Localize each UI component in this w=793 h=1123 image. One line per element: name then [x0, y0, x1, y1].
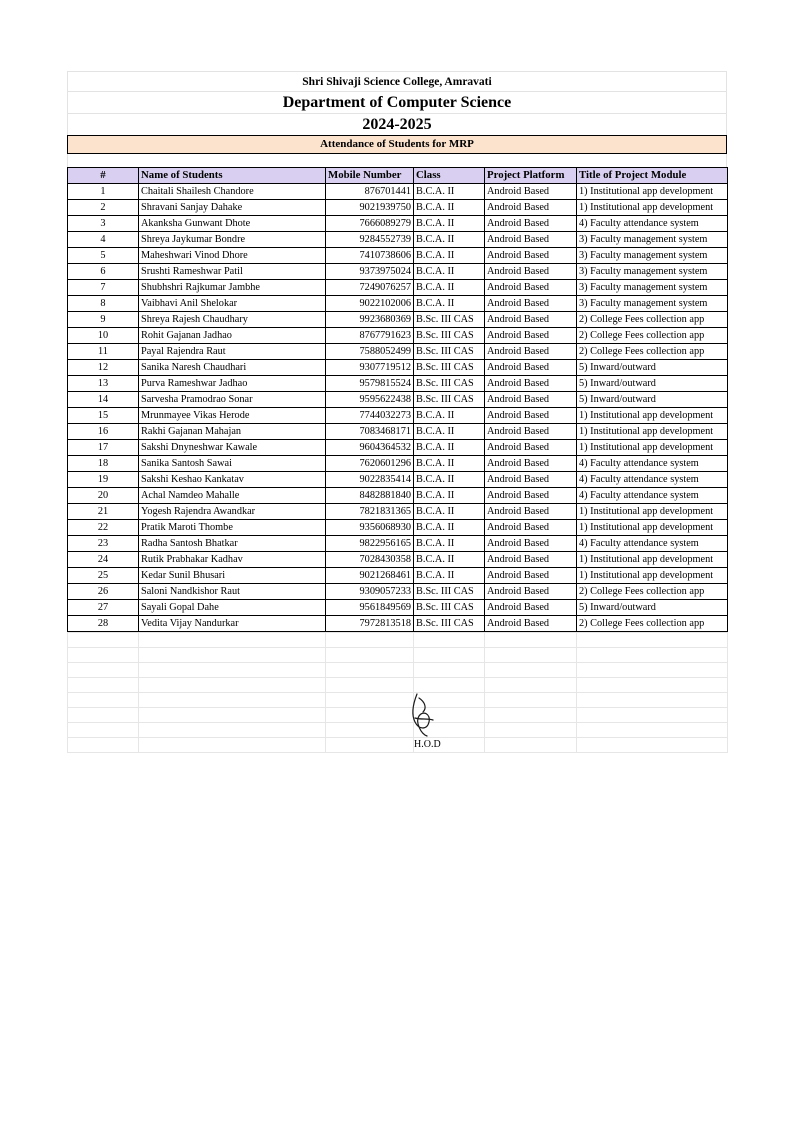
cell-mobile: 7588052499 — [326, 344, 414, 360]
cell-serial: 13 — [68, 376, 139, 392]
empty-cell — [139, 678, 326, 693]
hod-signature — [405, 690, 445, 740]
cell-mobile: 9284552739 — [326, 232, 414, 248]
empty-grid-row — [68, 633, 728, 648]
cell-project-title: 3) Faculty management system — [577, 296, 728, 312]
cell-class: B.C.A. II — [414, 408, 485, 424]
empty-cell — [139, 648, 326, 663]
empty-grid-row — [68, 708, 728, 723]
cell-project-title: 3) Faculty management system — [577, 280, 728, 296]
cell-platform: Android Based — [485, 488, 577, 504]
cell-mobile: 9923680369 — [326, 312, 414, 328]
empty-cell — [414, 648, 485, 663]
cell-class: B.C.A. II — [414, 568, 485, 584]
table-row — [68, 520, 728, 536]
cell-class: B.Sc. III CAS — [414, 600, 485, 616]
cell-class: B.C.A. II — [414, 232, 485, 248]
cell-student-name: Shreya Jaykumar Bondre — [139, 232, 326, 248]
cell-project-title: 1) Institutional app development — [577, 424, 728, 440]
cell-serial: 18 — [68, 456, 139, 472]
cell-project-title: 5) Inward/outward — [577, 360, 728, 376]
empty-grid-row — [68, 723, 728, 738]
cell-mobile: 9307719512 — [326, 360, 414, 376]
cell-project-title: 3) Faculty management system — [577, 232, 728, 248]
cell-class: B.C.A. II — [414, 440, 485, 456]
cell-project-title: 1) Institutional app development — [577, 568, 728, 584]
cell-mobile: 7744032273 — [326, 408, 414, 424]
table-header-row — [68, 168, 728, 184]
cell-project-title: 3) Faculty management system — [577, 248, 728, 264]
cell-serial: 26 — [68, 584, 139, 600]
cell-mobile: 9579815524 — [326, 376, 414, 392]
empty-cell — [485, 663, 577, 678]
empty-cell — [326, 738, 414, 753]
cell-platform: Android Based — [485, 568, 577, 584]
cell-student-name: Yogesh Rajendra Awandkar — [139, 504, 326, 520]
cell-student-name: Vaibhavi Anil Shelokar — [139, 296, 326, 312]
empty-grid-row — [68, 663, 728, 678]
cell-serial: 9 — [68, 312, 139, 328]
cell-platform: Android Based — [485, 584, 577, 600]
cell-student-name: Kedar Sunil Bhusari — [139, 568, 326, 584]
cell-student-name: Saloni Nandkishor Raut — [139, 584, 326, 600]
cell-project-title: 4) Faculty attendance system — [577, 216, 728, 232]
cell-mobile: 9604364532 — [326, 440, 414, 456]
empty-cell — [485, 693, 577, 708]
empty-cell — [485, 723, 577, 738]
cell-mobile: 7410738606 — [326, 248, 414, 264]
cell-student-name: Payal Rajendra Raut — [139, 344, 326, 360]
cell-student-name: Chaitali Shailesh Chandore — [139, 184, 326, 200]
cell-mobile: 9373975024 — [326, 264, 414, 280]
cell-student-name: Vedita Vijay Nandurkar — [139, 616, 326, 632]
college-name: Shri Shivaji Science College, Amravati — [67, 71, 727, 91]
cell-class: B.C.A. II — [414, 536, 485, 552]
cell-student-name: Akanksha Gunwant Dhote — [139, 216, 326, 232]
cell-student-name: Rohit Gajanan Jadhao — [139, 328, 326, 344]
table-row — [68, 472, 728, 488]
cell-serial: 24 — [68, 552, 139, 568]
cell-project-title: 5) Inward/outward — [577, 376, 728, 392]
cell-platform: Android Based — [485, 472, 577, 488]
table-row — [68, 280, 728, 296]
cell-platform: Android Based — [485, 248, 577, 264]
empty-cell — [139, 693, 326, 708]
cell-class: B.C.A. II — [414, 200, 485, 216]
empty-cell — [485, 648, 577, 663]
cell-platform: Android Based — [485, 360, 577, 376]
table-row — [68, 568, 728, 584]
table-row — [68, 376, 728, 392]
cell-project-title: 1) Institutional app development — [577, 504, 728, 520]
cell-platform: Android Based — [485, 520, 577, 536]
empty-cell — [414, 663, 485, 678]
cell-project-title: 5) Inward/outward — [577, 600, 728, 616]
hod-label: H.O.D — [414, 739, 441, 750]
empty-cell — [577, 708, 728, 723]
empty-cell — [326, 708, 414, 723]
cell-mobile: 9822956165 — [326, 536, 414, 552]
table-row — [68, 584, 728, 600]
cell-platform: Android Based — [485, 312, 577, 328]
empty-cell — [326, 678, 414, 693]
empty-cell — [485, 708, 577, 723]
table-row — [68, 536, 728, 552]
empty-cell — [68, 738, 139, 753]
empty-cell — [577, 678, 728, 693]
cell-project-title: 5) Inward/outward — [577, 392, 728, 408]
cell-class: B.Sc. III CAS — [414, 312, 485, 328]
cell-student-name: Sarvesha Pramodrao Sonar — [139, 392, 326, 408]
cell-class: B.C.A. II — [414, 520, 485, 536]
column-header-platform: Project Platform — [485, 168, 577, 184]
column-header-title: Title of Project Module — [577, 168, 728, 184]
empty-cell — [577, 723, 728, 738]
cell-serial: 7 — [68, 280, 139, 296]
empty-cell — [485, 633, 577, 648]
cell-serial: 21 — [68, 504, 139, 520]
cell-platform: Android Based — [485, 424, 577, 440]
cell-serial: 5 — [68, 248, 139, 264]
cell-platform: Android Based — [485, 456, 577, 472]
cell-student-name: Rakhi Gajanan Mahajan — [139, 424, 326, 440]
cell-mobile: 9022835414 — [326, 472, 414, 488]
table-row — [68, 200, 728, 216]
academic-year: 2024-2025 — [67, 113, 727, 135]
cell-project-title: 3) Faculty management system — [577, 264, 728, 280]
cell-class: B.C.A. II — [414, 296, 485, 312]
cell-platform: Android Based — [485, 440, 577, 456]
cell-serial: 2 — [68, 200, 139, 216]
cell-platform: Android Based — [485, 344, 577, 360]
cell-mobile: 9022102006 — [326, 296, 414, 312]
department-title: Department of Computer Science — [67, 91, 727, 113]
cell-project-title: 4) Faculty attendance system — [577, 488, 728, 504]
cell-serial: 19 — [68, 472, 139, 488]
cell-platform: Android Based — [485, 184, 577, 200]
empty-cell — [414, 633, 485, 648]
cell-platform: Android Based — [485, 552, 577, 568]
cell-mobile: 9021939750 — [326, 200, 414, 216]
empty-cell — [577, 738, 728, 753]
cell-mobile: 8482881840 — [326, 488, 414, 504]
cell-class: B.Sc. III CAS — [414, 616, 485, 632]
cell-class: B.C.A. II — [414, 488, 485, 504]
cell-platform: Android Based — [485, 376, 577, 392]
cell-class: B.C.A. II — [414, 472, 485, 488]
table-row — [68, 360, 728, 376]
cell-class: B.C.A. II — [414, 248, 485, 264]
empty-grid-row — [68, 738, 728, 753]
cell-project-title: 2) College Fees collection app — [577, 616, 728, 632]
cell-project-title: 1) Institutional app development — [577, 440, 728, 456]
empty-cell — [485, 678, 577, 693]
empty-cell — [326, 633, 414, 648]
cell-student-name: Shubhshri Rajkumar Jambhe — [139, 280, 326, 296]
cell-project-title: 4) Faculty attendance system — [577, 536, 728, 552]
spacer-row — [67, 154, 727, 167]
cell-class: B.C.A. II — [414, 424, 485, 440]
cell-serial: 6 — [68, 264, 139, 280]
cell-student-name: Pratik Maroti Thombe — [139, 520, 326, 536]
spreadsheet — [67, 71, 727, 753]
cell-student-name: Maheshwari Vinod Dhore — [139, 248, 326, 264]
cell-serial: 12 — [68, 360, 139, 376]
table-row — [68, 312, 728, 328]
cell-class: B.Sc. III CAS — [414, 584, 485, 600]
cell-class: B.C.A. II — [414, 184, 485, 200]
empty-grid-row — [68, 678, 728, 693]
table-row — [68, 344, 728, 360]
cell-platform: Android Based — [485, 280, 577, 296]
cell-class: B.C.A. II — [414, 456, 485, 472]
cell-serial: 27 — [68, 600, 139, 616]
empty-cell — [577, 648, 728, 663]
empty-cell — [68, 708, 139, 723]
cell-platform: Android Based — [485, 536, 577, 552]
cell-class: B.Sc. III CAS — [414, 344, 485, 360]
cell-platform: Android Based — [485, 328, 577, 344]
table-row — [68, 552, 728, 568]
empty-cell — [577, 693, 728, 708]
empty-cell — [139, 723, 326, 738]
empty-cell — [139, 633, 326, 648]
column-header-number: # — [68, 168, 139, 184]
table-row — [68, 504, 728, 520]
cell-student-name: Mrunmayee Vikas Herode — [139, 408, 326, 424]
cell-project-title: 2) College Fees collection app — [577, 328, 728, 344]
table-row — [68, 424, 728, 440]
cell-student-name: Rutik Prabhakar Kadhav — [139, 552, 326, 568]
cell-project-title: 1) Institutional app development — [577, 520, 728, 536]
cell-serial: 8 — [68, 296, 139, 312]
cell-serial: 28 — [68, 616, 139, 632]
cell-student-name: Srushti Rameshwar Patil — [139, 264, 326, 280]
table-row — [68, 296, 728, 312]
table-row — [68, 232, 728, 248]
cell-serial: 4 — [68, 232, 139, 248]
table-row — [68, 408, 728, 424]
table-row — [68, 248, 728, 264]
table-row — [68, 600, 728, 616]
table-row — [68, 392, 728, 408]
cell-student-name: Shreya Rajesh Chaudhary — [139, 312, 326, 328]
cell-platform: Android Based — [485, 504, 577, 520]
empty-cell — [326, 648, 414, 663]
table-row — [68, 184, 728, 200]
cell-mobile: 7620601296 — [326, 456, 414, 472]
empty-cell — [68, 663, 139, 678]
cell-platform: Android Based — [485, 296, 577, 312]
empty-grid-row — [68, 693, 728, 708]
empty-cell — [326, 693, 414, 708]
cell-project-title: 1) Institutional app development — [577, 552, 728, 568]
empty-cell — [68, 633, 139, 648]
cell-student-name: Purva Rameshwar Jadhao — [139, 376, 326, 392]
cell-serial: 1 — [68, 184, 139, 200]
empty-cell — [485, 738, 577, 753]
table-row — [68, 616, 728, 632]
table-row — [68, 264, 728, 280]
cell-platform: Android Based — [485, 408, 577, 424]
cell-serial: 16 — [68, 424, 139, 440]
cell-class: B.C.A. II — [414, 216, 485, 232]
empty-cell — [577, 663, 728, 678]
empty-cell — [68, 648, 139, 663]
table-row — [68, 488, 728, 504]
empty-cell — [139, 663, 326, 678]
cell-mobile: 7821831365 — [326, 504, 414, 520]
cell-serial: 15 — [68, 408, 139, 424]
cell-serial: 3 — [68, 216, 139, 232]
cell-project-title: 1) Institutional app development — [577, 408, 728, 424]
empty-cell — [577, 633, 728, 648]
cell-mobile: 9309057233 — [326, 584, 414, 600]
attendance-title: Attendance of Students for MRP — [67, 135, 727, 154]
empty-grid — [67, 632, 728, 753]
cell-platform: Android Based — [485, 264, 577, 280]
cell-project-title: 4) Faculty attendance system — [577, 472, 728, 488]
cell-serial: 23 — [68, 536, 139, 552]
cell-class: B.Sc. III CAS — [414, 360, 485, 376]
cell-serial: 17 — [68, 440, 139, 456]
cell-student-name: Sanika Naresh Chaudhari — [139, 360, 326, 376]
cell-serial: 25 — [68, 568, 139, 584]
cell-mobile: 7083468171 — [326, 424, 414, 440]
cell-mobile: 9595622438 — [326, 392, 414, 408]
cell-platform: Android Based — [485, 200, 577, 216]
table-row — [68, 456, 728, 472]
empty-cell — [326, 723, 414, 738]
cell-mobile: 9561849569 — [326, 600, 414, 616]
cell-student-name: Shravani Sanjay Dahake — [139, 200, 326, 216]
cell-project-title: 1) Institutional app development — [577, 200, 728, 216]
table-body — [68, 184, 728, 632]
cell-mobile: 8767791623 — [326, 328, 414, 344]
cell-mobile: 9356068930 — [326, 520, 414, 536]
cell-mobile: 7249076257 — [326, 280, 414, 296]
cell-student-name: Sakshi Keshao Kankatav — [139, 472, 326, 488]
cell-class: B.C.A. II — [414, 504, 485, 520]
table-row — [68, 440, 728, 456]
cell-serial: 11 — [68, 344, 139, 360]
cell-class: B.C.A. II — [414, 264, 485, 280]
cell-mobile: 9021268461 — [326, 568, 414, 584]
cell-mobile: 7028430358 — [326, 552, 414, 568]
empty-cell — [326, 663, 414, 678]
cell-project-title: 1) Institutional app development — [577, 184, 728, 200]
cell-class: B.Sc. III CAS — [414, 392, 485, 408]
attendance-table — [67, 167, 728, 632]
cell-platform: Android Based — [485, 600, 577, 616]
cell-project-title: 2) College Fees collection app — [577, 312, 728, 328]
cell-student-name: Achal Namdeo Mahalle — [139, 488, 326, 504]
cell-serial: 22 — [68, 520, 139, 536]
cell-mobile: 7972813518 — [326, 616, 414, 632]
empty-cell — [139, 738, 326, 753]
cell-serial: 20 — [68, 488, 139, 504]
table-row — [68, 216, 728, 232]
cell-platform: Android Based — [485, 392, 577, 408]
cell-class: B.Sc. III CAS — [414, 376, 485, 392]
cell-student-name: Sakshi Dnyneshwar Kawale — [139, 440, 326, 456]
cell-class: B.C.A. II — [414, 552, 485, 568]
cell-mobile: 876701441 — [326, 184, 414, 200]
column-header-class: Class — [414, 168, 485, 184]
column-header-mobile: Mobile Number — [326, 168, 414, 184]
cell-serial: 14 — [68, 392, 139, 408]
cell-class: B.Sc. III CAS — [414, 328, 485, 344]
cell-project-title: 4) Faculty attendance system — [577, 456, 728, 472]
cell-student-name: Sayali Gopal Dahe — [139, 600, 326, 616]
cell-student-name: Radha Santosh Bhatkar — [139, 536, 326, 552]
cell-class: B.C.A. II — [414, 280, 485, 296]
cell-project-title: 2) College Fees collection app — [577, 344, 728, 360]
empty-cell — [68, 678, 139, 693]
empty-cell — [68, 723, 139, 738]
cell-mobile: 7666089279 — [326, 216, 414, 232]
column-header-name: Name of Students — [139, 168, 326, 184]
table-row — [68, 328, 728, 344]
cell-platform: Android Based — [485, 616, 577, 632]
empty-grid-row — [68, 648, 728, 663]
cell-platform: Android Based — [485, 216, 577, 232]
cell-serial: 10 — [68, 328, 139, 344]
empty-cell — [68, 693, 139, 708]
empty-cell — [139, 708, 326, 723]
cell-student-name: Sanika Santosh Sawai — [139, 456, 326, 472]
cell-project-title: 2) College Fees collection app — [577, 584, 728, 600]
cell-platform: Android Based — [485, 232, 577, 248]
